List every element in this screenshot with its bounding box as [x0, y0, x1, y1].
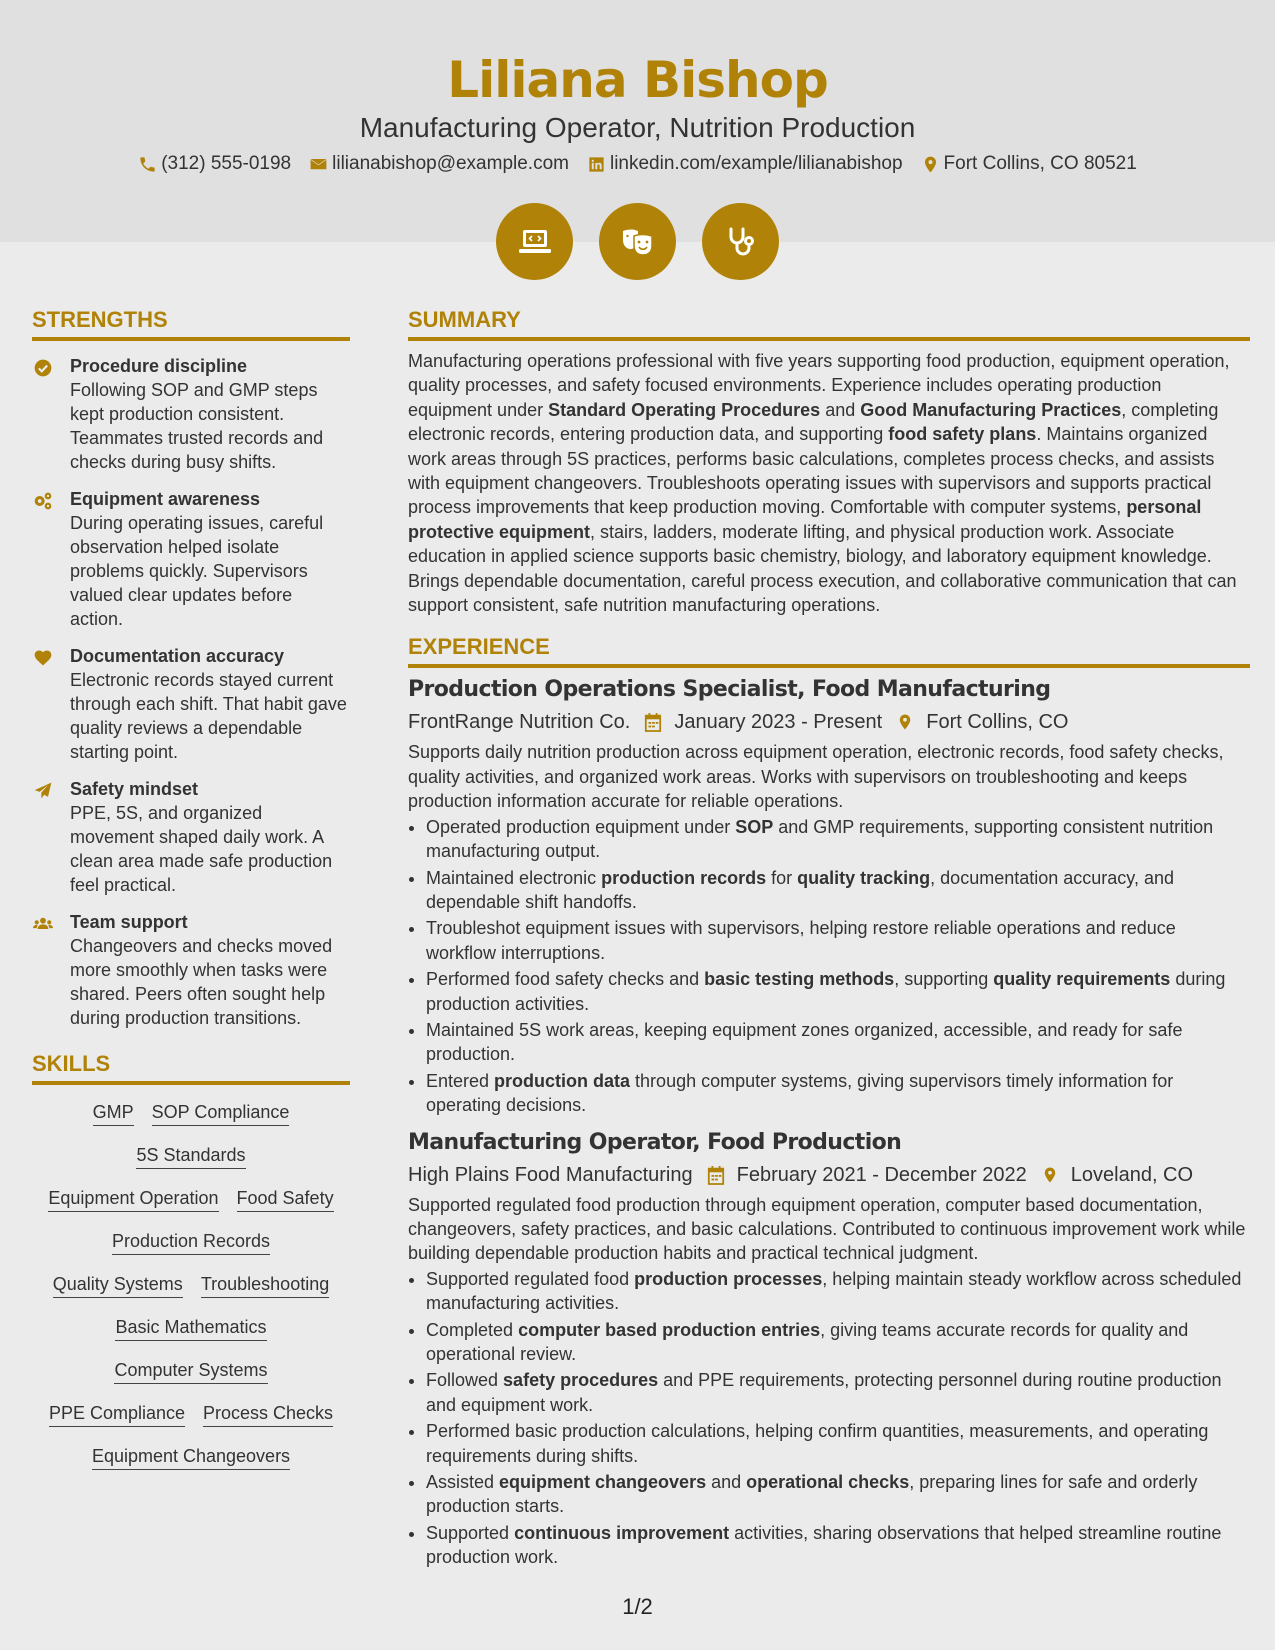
- job-description: Supported regulated food production through equipment operation, computer based documentation, changeovers, safety practices, and basic calculations. Contributed to continuous improvement work while building dependable production habits and practical technical judgment.: [408, 1194, 1246, 1264]
- job-company: High Plains Food Manufacturing: [408, 1163, 693, 1186]
- left-column: [32, 306, 350, 1487]
- list-item: • Operated production equipment under SOP and GMP requirements, supporting consistent nutrition manufacturing output.: [426, 815, 1250, 864]
- list-item: • Maintained 5S work areas, keeping equipment zones organized, accessible, and ready for safe production.: [426, 1018, 1250, 1067]
- skill-tag: Troubleshooting: [201, 1272, 329, 1298]
- envelope-icon: [309, 155, 328, 174]
- job-company: FrontRange Nutrition Co.: [408, 711, 631, 734]
- check-circle-icon: [32, 358, 54, 378]
- skill-row: [32, 1444, 350, 1470]
- contact-phone-text: (312) 555-0198: [161, 153, 292, 174]
- list-item: • Entered production data through computer systems, giving supervisors timely information for operating decisions.: [426, 1069, 1250, 1118]
- strength-title: Safety mindset: [70, 779, 199, 799]
- skill-row: [32, 1315, 350, 1341]
- skill-row: [32, 1186, 350, 1212]
- contact-location: [921, 150, 1137, 178]
- strength-desc: During operating issues, careful observation helped isolate problems quickly. Supervisors valued clear updates before action.: [70, 513, 324, 629]
- strength-desc: PPE, 5S, and organized movement shaped daily work. A clean area made safe production feel practical.: [70, 803, 333, 895]
- strength-item: [32, 644, 350, 764]
- skills-list: [32, 1100, 350, 1470]
- map-pin-icon: [1041, 1165, 1059, 1185]
- skill-row: [32, 1143, 350, 1169]
- job-meta: [408, 707, 1250, 737]
- strengths-list: [32, 354, 350, 1030]
- job-entry: [408, 1128, 1250, 1570]
- list-item: • Supported regulated food production processes, helping maintain steady workflow across scheduled manufacturing activities.: [426, 1267, 1250, 1316]
- badge-laptop: [496, 203, 573, 280]
- experience-list: [408, 675, 1250, 1569]
- job-location: Fort Collins, CO: [926, 711, 1069, 734]
- skill-row: [32, 1272, 350, 1298]
- phone-icon: [138, 155, 157, 174]
- skill-tag: PPE Compliance: [49, 1401, 185, 1427]
- skills-heading: SKILLS: [32, 1050, 350, 1085]
- job-entry: [408, 675, 1250, 1117]
- job-title: Production Operations Specialist, Food Manufacturing: [408, 677, 1051, 703]
- paper-plane-icon: [32, 781, 54, 801]
- strength-title: Team support: [70, 912, 188, 932]
- list-item: • Troubleshot equipment issues with supervisors, helping restore reliable operations and reduce workflow interruptions.: [426, 916, 1250, 965]
- skill-tag: Computer Systems: [114, 1358, 267, 1384]
- strengths-heading: STRENGTHS: [32, 306, 350, 341]
- stethoscope-icon: [721, 222, 761, 262]
- contact-bar: [0, 150, 1275, 178]
- job-description: Supports daily nutrition production across equipment operation, electronic records, food safety checks, quality activities, and organized work areas. Works with supervisors on troubleshooting and keeps production information accurate for reliable operations.: [408, 742, 1224, 812]
- linkedin-icon: [587, 155, 606, 174]
- interest-badges: [0, 203, 1275, 280]
- contact-email[interactable]: [309, 150, 569, 178]
- job-dates: February 2021 - December 2022: [736, 1163, 1027, 1186]
- strength-item: [32, 777, 350, 897]
- list-item: • Assisted equipment changeovers and operational checks, preparing lines for safe and orderly production starts.: [426, 1470, 1250, 1519]
- candidate-name: Liliana Bishop: [447, 51, 828, 109]
- badge-stethoscope: [702, 203, 779, 280]
- strength-item: [32, 487, 350, 631]
- skill-row: [32, 1229, 350, 1255]
- gears-icon: [32, 491, 54, 511]
- contact-linkedin[interactable]: [587, 150, 903, 178]
- skill-row: [32, 1401, 350, 1427]
- candidate-title: Manufacturing Operator, Nutrition Production: [359, 112, 916, 143]
- job-bullets: [408, 815, 1250, 1118]
- users-icon: [32, 914, 54, 934]
- strength-title: Equipment awareness: [70, 489, 261, 509]
- skill-row: [32, 1100, 350, 1126]
- strength-title: Documentation accuracy: [70, 646, 285, 666]
- list-item: • Completed computer based production entries, giving teams accurate records for quality and operational review.: [426, 1318, 1250, 1367]
- summary-heading: SUMMARY: [408, 306, 1250, 341]
- summary-text: Manufacturing operations professional with five years supporting food production, equipment operation, quality processes, and safety focused environments. Experience includes operating production equipment under Standard Operating Procedures and Good Manufacturing Practices, completing electronic records, entering production data, and supporting food safety plans. Maintains organized work areas through 5S practices, performs basic calculations, completes process checks, and assists with equipment changeovers. Troubleshoots operating issues with supervisors and supports practical process improvements that keep production moving. Comfortable with computer systems, personal protective equipment, stairs, ladders, moderate lifting, and physical production work. Associate education in applied science supports basic chemistry, biology, and laboratory equipment knowledge. Brings dependable documentation, careful process execution, and collaborative communication that can support consistent, safe nutrition manufacturing operations.: [408, 351, 1237, 616]
- skill-tag: 5S Standards: [136, 1143, 245, 1169]
- list-item: • Maintained electronic production records for quality tracking, documentation accuracy, and dependable shift handoffs.: [426, 866, 1250, 915]
- list-item: • Supported continuous improvement activities, sharing observations that helped streamline routine production work.: [426, 1521, 1250, 1570]
- list-item: • Performed food safety checks and basic testing methods, supporting quality requirements during production activities.: [426, 967, 1250, 1016]
- skill-tag: Quality Systems: [53, 1272, 183, 1298]
- calendar-icon: [707, 1165, 725, 1185]
- experience-heading: EXPERIENCE: [408, 633, 1250, 668]
- calendar-icon: [644, 712, 662, 732]
- skill-tag: GMP: [93, 1100, 134, 1126]
- skill-tag: Production Records: [112, 1229, 270, 1255]
- skill-tag: SOP Compliance: [152, 1100, 290, 1126]
- strength-title: Procedure discipline: [70, 356, 248, 376]
- strength-desc: Electronic records stayed current through each shift. That habit gave quality reviews a dependable starting point.: [70, 670, 347, 762]
- theater-masks-icon: [618, 222, 658, 262]
- contact-phone[interactable]: [138, 150, 291, 178]
- list-item: • Performed basic production calculations, helping confirm quantities, measurements, and operating requirements during shifts.: [426, 1419, 1250, 1468]
- skill-row: [32, 1358, 350, 1384]
- strength-desc: Changeovers and checks moved more smoothly when tasks were shared. Peers often sought help during production transitions.: [70, 936, 333, 1028]
- list-item: • Followed safety procedures and PPE requirements, protecting personnel during routine production and equipment work.: [426, 1368, 1250, 1417]
- job-bullets: [408, 1267, 1250, 1570]
- heart-icon: [32, 648, 54, 668]
- strength-item: [32, 910, 350, 1030]
- skill-tag: Equipment Changeovers: [92, 1444, 290, 1470]
- map-pin-icon: [896, 712, 914, 732]
- job-title: Manufacturing Operator, Food Production: [408, 1129, 902, 1155]
- skill-tag: Process Checks: [203, 1401, 333, 1427]
- right-column: [408, 306, 1250, 1572]
- map-pin-icon: [921, 155, 940, 174]
- job-location: Loveland, CO: [1070, 1163, 1194, 1186]
- strength-desc: Following SOP and GMP steps kept production consistent. Teammates trusted records and checks during busy shifts.: [70, 380, 324, 472]
- skill-tag: Equipment Operation: [48, 1186, 218, 1212]
- skill-tag: Basic Mathematics: [115, 1315, 266, 1341]
- job-dates: January 2023 - Present: [674, 711, 883, 734]
- contact-location-text: Fort Collins, CO 80521: [943, 153, 1137, 174]
- page-number: 1/2: [622, 1594, 653, 1619]
- strength-item: [32, 354, 350, 474]
- job-meta: [408, 1160, 1250, 1190]
- contact-email-text: lilianabishop@example.com: [332, 153, 569, 174]
- laptop-code-icon: [515, 222, 555, 262]
- contact-linkedin-text: linkedin.com/example/lilianabishop: [609, 153, 903, 174]
- skill-tag: Food Safety: [237, 1186, 334, 1212]
- badge-masks: [599, 203, 676, 280]
